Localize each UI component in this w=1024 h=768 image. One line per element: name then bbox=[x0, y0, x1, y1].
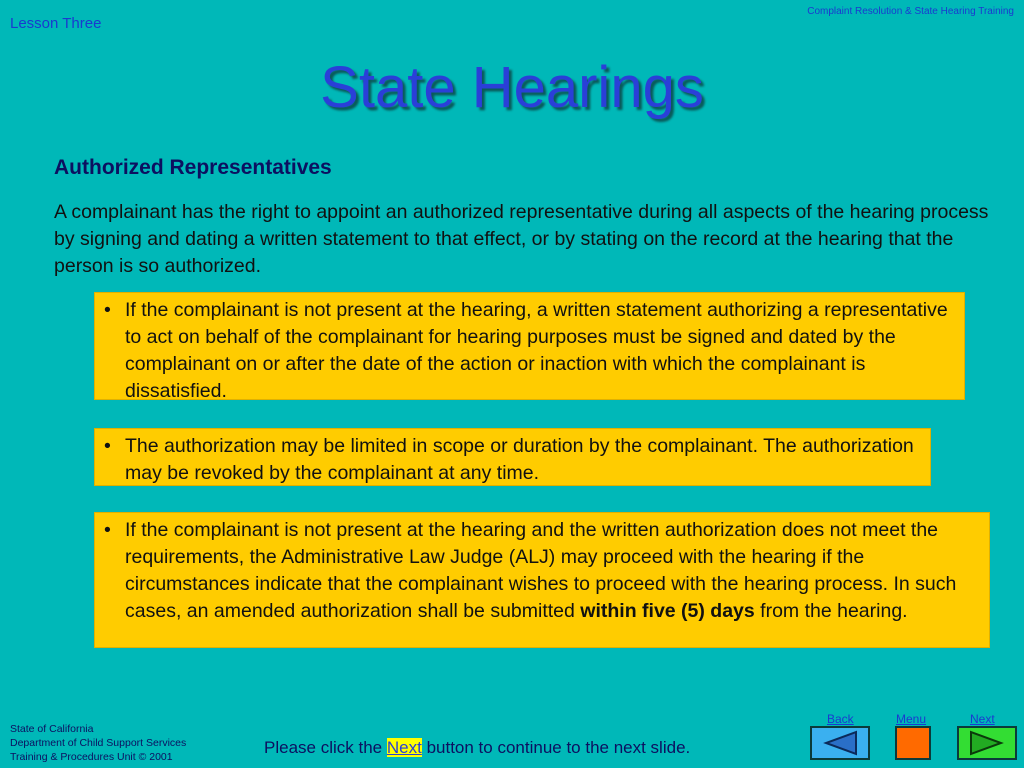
course-title: Complaint Resolution & State Hearing Training bbox=[807, 6, 1014, 17]
slide-title: State Hearings bbox=[320, 55, 704, 120]
right-arrow-icon bbox=[959, 728, 1015, 758]
next-button[interactable] bbox=[957, 726, 1017, 760]
next-inline-link[interactable]: Next bbox=[386, 738, 422, 757]
organization-footer bbox=[10, 722, 186, 764]
org-line-2: Department of Child Support Services bbox=[10, 737, 187, 749]
org-line-1: State of California bbox=[10, 723, 94, 735]
bullet-icon: • bbox=[104, 435, 111, 457]
bullet-text-3-end: from the hearing. bbox=[760, 600, 908, 622]
menu-button[interactable] bbox=[895, 726, 931, 760]
bullet-text-3-main: If the complainant is not present at the hearing and the written authorization does not meet the requirements, the Administrative Law Judge (ALJ) may proceed with the hearing if the circumstances indicate that the complainant wishes to proceed with the hearing process. In such cases, an amended authorization shall be submitted bbox=[125, 519, 957, 622]
bullet-icon: • bbox=[104, 299, 111, 321]
org-line-3: Training & Procedures Unit © 2001 bbox=[10, 751, 173, 763]
left-arrow-icon bbox=[812, 728, 868, 758]
bullet-text-2: The authorization may be limited in scope or duration by the complainant. The authorization may be revoked by the complainant at any time. bbox=[125, 435, 914, 484]
next-instruction bbox=[264, 738, 690, 758]
bullet-icon: • bbox=[104, 519, 111, 541]
section-heading: Authorized Representatives bbox=[54, 156, 332, 179]
next-link[interactable]: Next bbox=[970, 712, 995, 726]
bullet-box-1 bbox=[94, 292, 965, 400]
instruction-post: button to continue to the next slide. bbox=[426, 738, 691, 757]
bullet-text-3 bbox=[125, 517, 981, 625]
menu-link[interactable]: Menu bbox=[896, 712, 927, 726]
instruction-pre: Please click the bbox=[264, 738, 383, 757]
intro-paragraph: A complainant has the right to appoint an authorized representative during all aspects of the hearing process by signing and dating a written statement to that effect, or by stating on the record at the hearing that the person is so authorized. bbox=[54, 201, 989, 277]
back-button[interactable] bbox=[810, 726, 870, 760]
bullet-box-2 bbox=[94, 428, 931, 486]
bullet-text-1: If the complainant is not present at the hearing, a written statement authorizing a representative to act on behalf of the complainant for hearing purposes must be signed and dated by the complainant on or after the date of the action or inaction with which the complainant is dissatisfied. bbox=[125, 299, 948, 402]
deadline-emphasis: within five (5) days bbox=[580, 600, 755, 622]
back-link[interactable]: Back bbox=[827, 712, 854, 726]
bullet-box-3 bbox=[94, 512, 990, 648]
lesson-label: Lesson Three bbox=[10, 15, 102, 32]
